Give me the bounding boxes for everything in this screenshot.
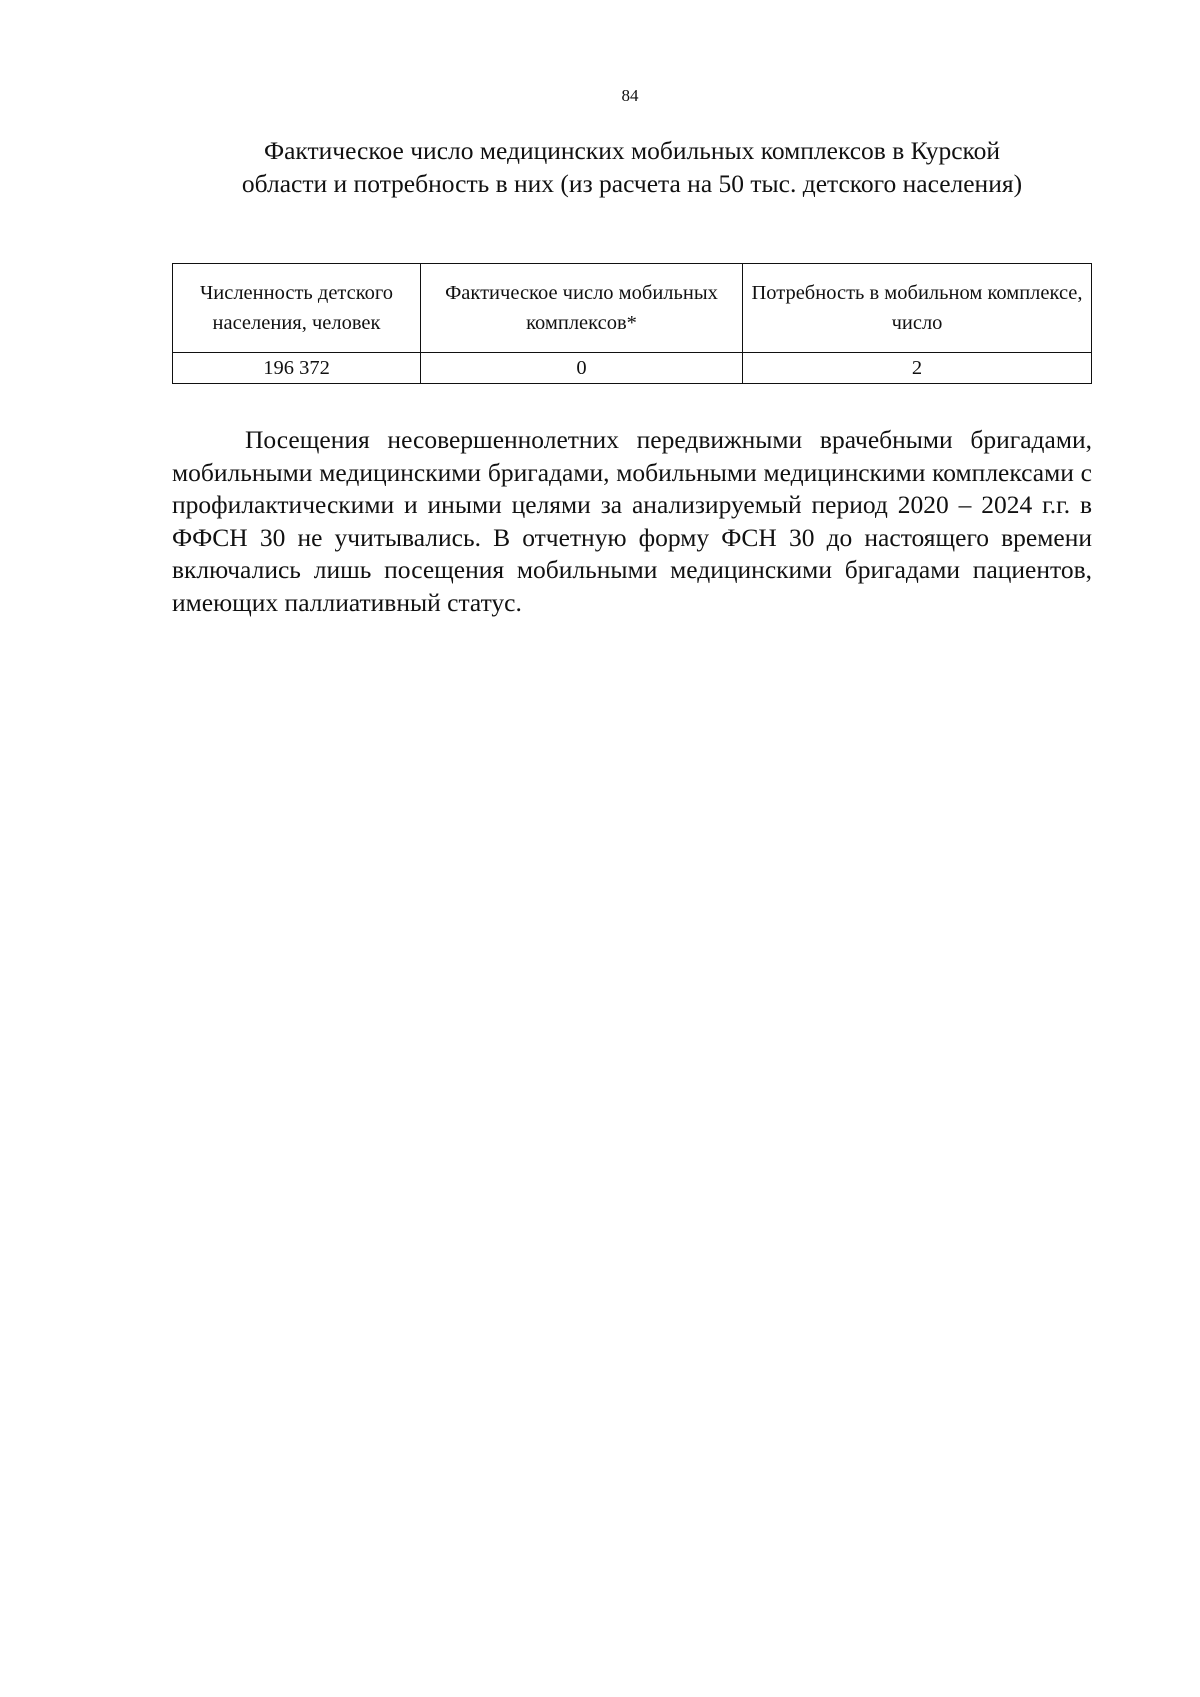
- mobile-complexes-table: [172, 263, 1092, 384]
- table-row: [173, 353, 1092, 384]
- cell-child-population: 196 372: [173, 353, 421, 384]
- header-need-complexes: Потребность в мобильном комплексе, число: [743, 264, 1092, 353]
- page-number: 84: [621, 86, 639, 105]
- body-paragraph: Посещения несовершеннолетних передвижными врачебными бригадами, мобильными медицинскими бригадами, мобильными медицинскими комплексами с профилактическими и иными целями за анализируемый период 2020 – 2024 г.г. в ФФСН 30 не учитывались. В отчетную форму ФСН 30 до настоящего времени включались лишь посещения мобильными медицинскими бригадами пациентов, имеющих паллиативный статус.: [172, 425, 1092, 617]
- table-title: [172, 134, 1092, 200]
- cell-actual-complexes: 0: [421, 353, 743, 384]
- table-header-row: [173, 264, 1092, 353]
- header-actual-complexes: Фактическое число мобильных комплексов*: [421, 264, 743, 353]
- header-child-population: Численность детского населения, человек: [173, 264, 421, 353]
- cell-need-complexes: 2: [743, 353, 1092, 384]
- table-title-line-1: Фактическое число медицинских мобильных комплексов в Курской: [263, 136, 1001, 165]
- table-title-line-2: области и потребность в них (из расчета на 50 тыс. детского населения): [241, 169, 1023, 198]
